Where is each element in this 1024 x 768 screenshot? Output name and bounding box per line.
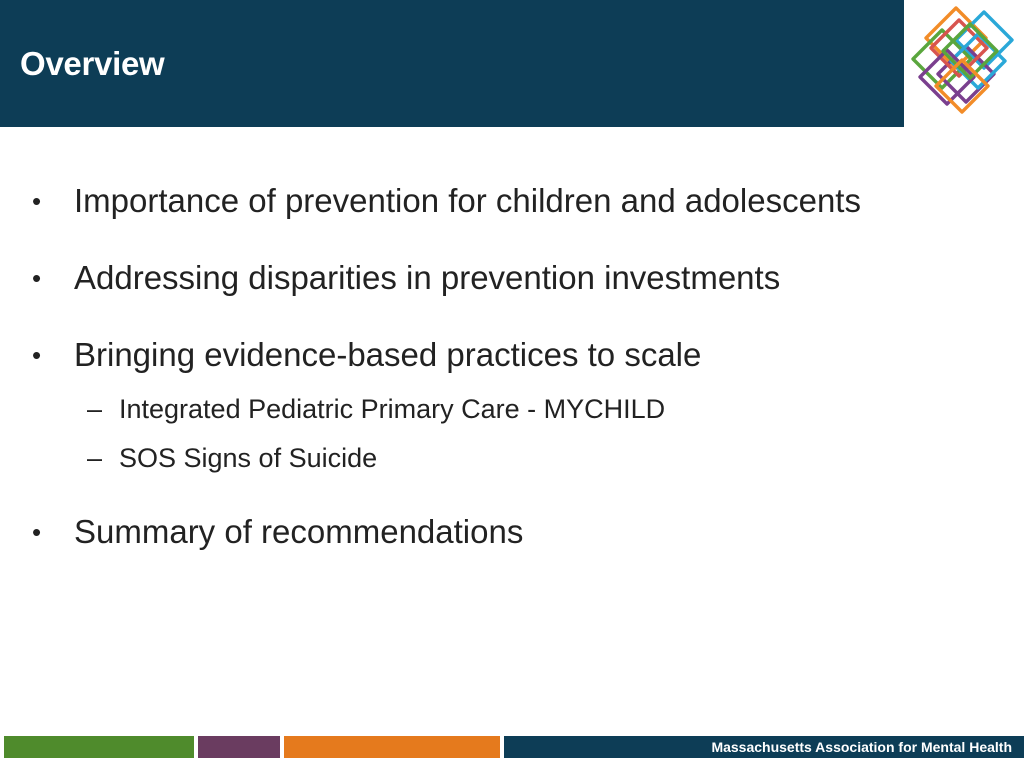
footer-segment-navy — [504, 736, 1024, 758]
bullet-text: Importance of prevention for children and adolescents — [74, 182, 861, 219]
bullet-item-summary-recommendations — [32, 512, 523, 552]
bullet-text: Summary of recommendations — [74, 513, 524, 550]
sub-bullet-item-mychild — [87, 393, 665, 425]
bullet-item-prevention-importance — [32, 181, 861, 221]
bullet-dot-icon: • — [32, 340, 42, 370]
bullet-dot-icon: • — [32, 186, 42, 216]
footer-segment-green — [4, 736, 194, 758]
bullet-dot-icon: • — [32, 263, 42, 293]
sub-bullet-text: SOS Signs of Suicide — [119, 443, 378, 473]
sub-bullet-dash-icon: – — [87, 443, 103, 473]
sub-bullet-dash-icon: – — [87, 394, 103, 424]
sub-bullet-text: Integrated Pediatric Primary Care - MYCHILD — [119, 394, 666, 424]
slide-title: Overview — [20, 45, 165, 82]
bullet-text: Addressing disparities in prevention investments — [74, 259, 781, 296]
footer-bar — [0, 736, 1024, 758]
header-bar — [0, 0, 904, 127]
logo-container — [904, 0, 1024, 127]
bullet-dot-icon: • — [32, 517, 42, 547]
footer-segment-orange — [284, 736, 500, 758]
sub-bullet-item-sos — [87, 442, 377, 474]
footer-organization-name: Massachusetts Association for Mental Health — [711, 739, 1012, 755]
footer-segment-purple — [198, 736, 280, 758]
bullet-text: Bringing evidence-based practices to scale — [74, 336, 702, 373]
bullet-item-disparities — [32, 258, 780, 298]
interlocking-diamonds-logo-icon — [904, 0, 1024, 127]
bullet-item-evidence-based-practices — [32, 335, 701, 375]
